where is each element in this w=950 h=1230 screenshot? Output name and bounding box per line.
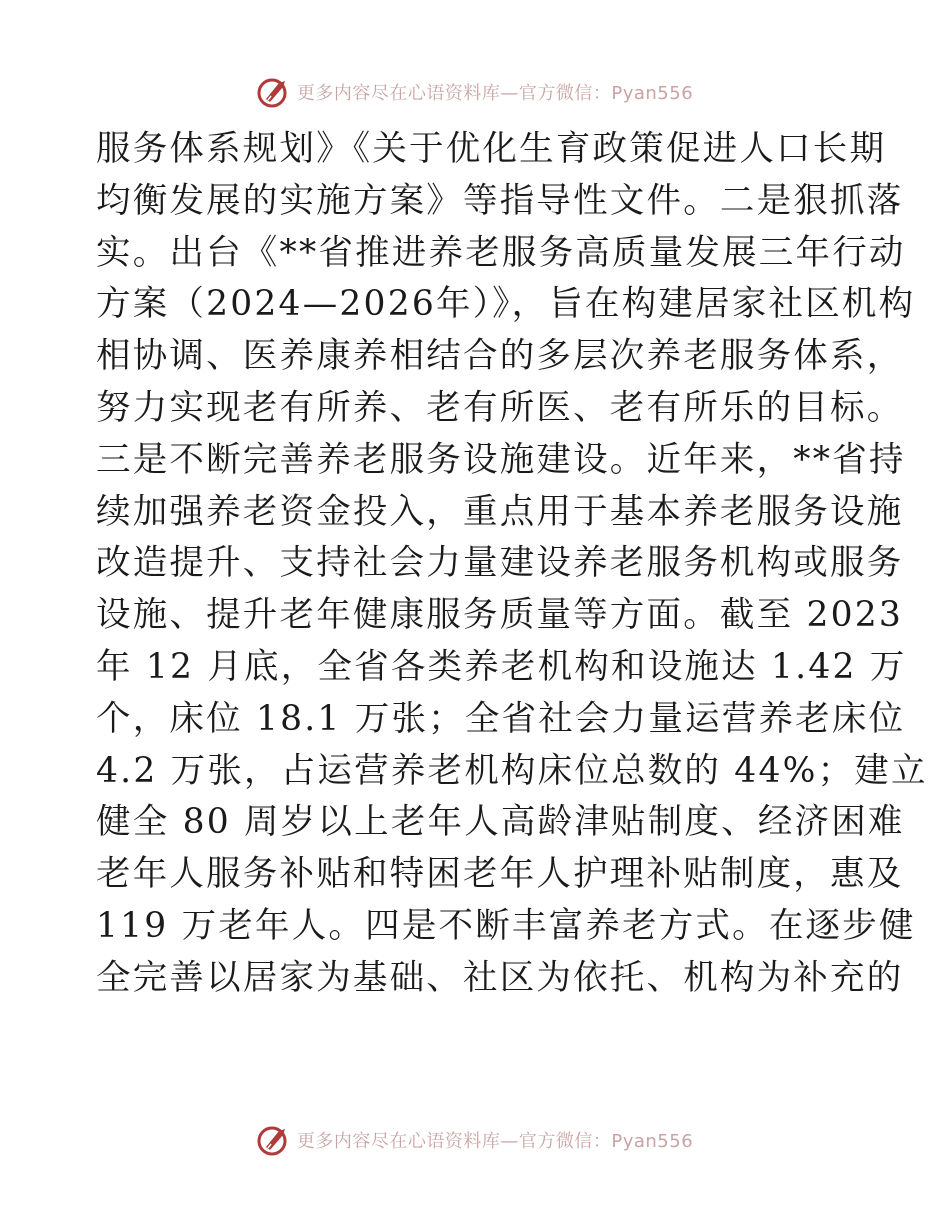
body-line: 努力实现老有所养、老有所医、老有所乐的目标。 bbox=[96, 387, 904, 428]
footer-watermark-text: 更多内容尽在心语资料库—官方微信：Pyan556 bbox=[296, 1131, 694, 1152]
pen-nib-logo-icon bbox=[257, 1123, 291, 1157]
body-line: 4.2 万张，占运营养老机构床位总数的 44%；建立 bbox=[96, 750, 928, 791]
body-line: 均衡发展的实施方案》等指导性文件。二是狠抓落 bbox=[96, 180, 904, 221]
pen-nib-logo-icon bbox=[257, 75, 291, 109]
body-line: 续加强养老资金投入，重点用于基本养老服务设施 bbox=[96, 491, 904, 532]
body-line: 方案（2024—2026年）》，旨在构建居家社区机构 bbox=[96, 284, 916, 325]
body-line: 119 万老年人。四是不断丰富养老方式。在逐步健 bbox=[96, 905, 916, 946]
body-line: 设施、提升老年健康服务质量等方面。截至 2023 bbox=[96, 595, 904, 636]
body-line: 个，床位 18.1 万张；全省社会力量运营养老床位 bbox=[96, 698, 906, 739]
body-line: 服务体系规划》《关于优化生育政策促进人口长期 bbox=[96, 129, 887, 169]
header-watermark bbox=[0, 72, 950, 112]
body-line: 老年人服务补贴和特困老年人护理补贴制度，惠及 bbox=[96, 854, 904, 895]
body-line: 健全 80 周岁以上老年人高龄津贴制度、经济困难 bbox=[96, 802, 905, 843]
body-line: 年 12 月底，全省各类养老机构和设施达 1.42 万 bbox=[96, 646, 907, 687]
body-line: 实。出台《**省推进养老服务高质量发展三年行动 bbox=[96, 232, 906, 273]
body-line: 改造提升、支持社会力量建设养老服务机构或服务 bbox=[96, 543, 904, 584]
footer-watermark bbox=[0, 1120, 950, 1160]
body-line: 全完善以居家为基础、社区为依托、机构为补充的 bbox=[96, 957, 904, 998]
body-line: 三是不断完善养老服务设施建设。近年来，**省持 bbox=[96, 439, 906, 480]
document-body bbox=[96, 124, 928, 1005]
body-line: 相协调、医养康养相结合的多层次养老服务体系， bbox=[96, 336, 904, 377]
header-watermark-text: 更多内容尽在心语资料库—官方微信：Pyan556 bbox=[296, 83, 694, 104]
